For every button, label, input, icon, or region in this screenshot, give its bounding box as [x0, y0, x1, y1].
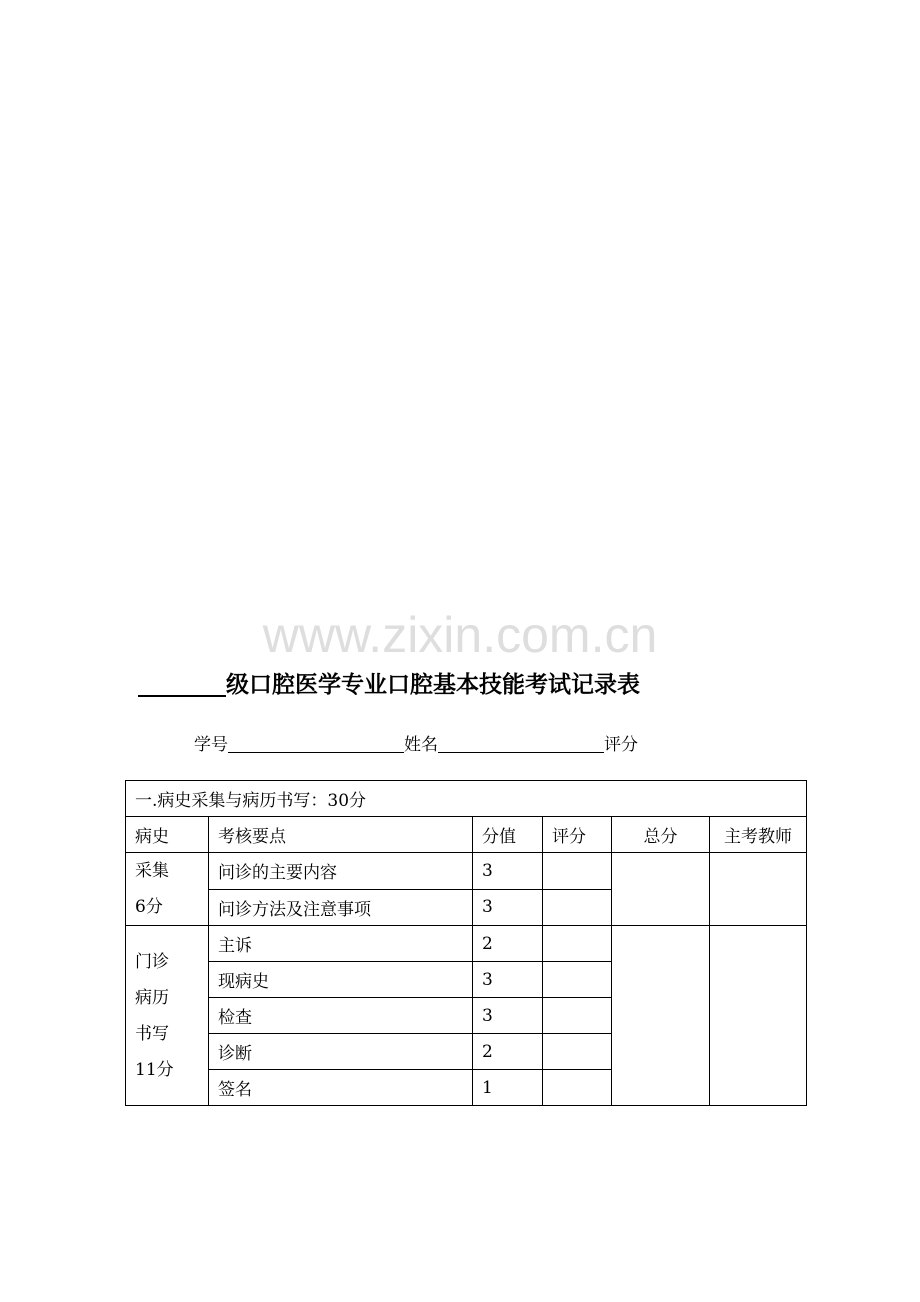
teacher-header: 主考教师 — [710, 817, 807, 853]
table-row-points: 2 — [473, 1034, 543, 1070]
group2-label-line: 门诊 — [135, 951, 169, 972]
points-header: 分值 — [473, 817, 543, 853]
group2-total-cell[interactable] — [612, 926, 710, 1106]
score-cell[interactable] — [543, 998, 612, 1034]
table-row-item: 问诊方法及注意事项 — [209, 889, 473, 926]
form-title — [138, 668, 640, 702]
group1-teacher-cell[interactable] — [710, 853, 807, 926]
table-row-item: 主诉 — [209, 926, 473, 962]
group1-label-line: 采集 — [135, 861, 169, 881]
section-heading: 一.病史采集与病历书写：30分 — [126, 781, 807, 817]
score-cell[interactable] — [543, 926, 612, 962]
score-table — [125, 780, 807, 1106]
table-row-points: 1 — [473, 1070, 543, 1106]
total-header: 总分 — [612, 817, 710, 853]
group2-label-line: 11分 — [135, 1059, 174, 1080]
form-title-text: 级口腔医学专业口腔基本技能考试记录表 — [226, 672, 640, 698]
watermark: www.zixin.com.cn — [262, 607, 658, 663]
group2-label-line: 病历 — [135, 987, 169, 1008]
item-header: 考核要点 — [209, 817, 473, 853]
score-cell[interactable] — [543, 1070, 612, 1106]
category-header: 病史 — [126, 817, 209, 853]
table-row-item: 检查 — [209, 998, 473, 1034]
score-header: 评分 — [543, 817, 612, 853]
group2-teacher-cell[interactable] — [710, 926, 807, 1106]
table-row-points: 3 — [473, 998, 543, 1034]
student-id-blank[interactable] — [228, 732, 404, 753]
score-cell[interactable] — [543, 962, 612, 998]
table-row-item: 诊断 — [209, 1034, 473, 1070]
name-label: 姓名 — [404, 735, 438, 755]
score-label: 评分 — [604, 735, 638, 755]
name-blank[interactable] — [438, 732, 604, 753]
grade-blank[interactable] — [138, 668, 226, 697]
group1-label — [126, 853, 209, 926]
group2-label — [126, 926, 209, 1106]
table-row-item: 现病史 — [209, 962, 473, 998]
table-row-item: 签名 — [209, 1070, 473, 1106]
table-row-item: 问诊的主要内容 — [209, 853, 473, 890]
score-cell[interactable] — [543, 1034, 612, 1070]
group1-total-cell[interactable] — [612, 853, 710, 926]
table-row-points: 2 — [473, 926, 543, 962]
score-cell[interactable] — [543, 853, 612, 890]
table-row-points: 3 — [473, 889, 543, 926]
student-info-fields — [194, 732, 638, 758]
table-row-points: 3 — [473, 853, 543, 890]
group2-label-line: 书写 — [135, 1023, 169, 1044]
group1-label-line: 6分 — [135, 897, 163, 917]
score-cell[interactable] — [543, 889, 612, 926]
student-id-label: 学号 — [194, 735, 228, 755]
table-row-points: 3 — [473, 962, 543, 998]
